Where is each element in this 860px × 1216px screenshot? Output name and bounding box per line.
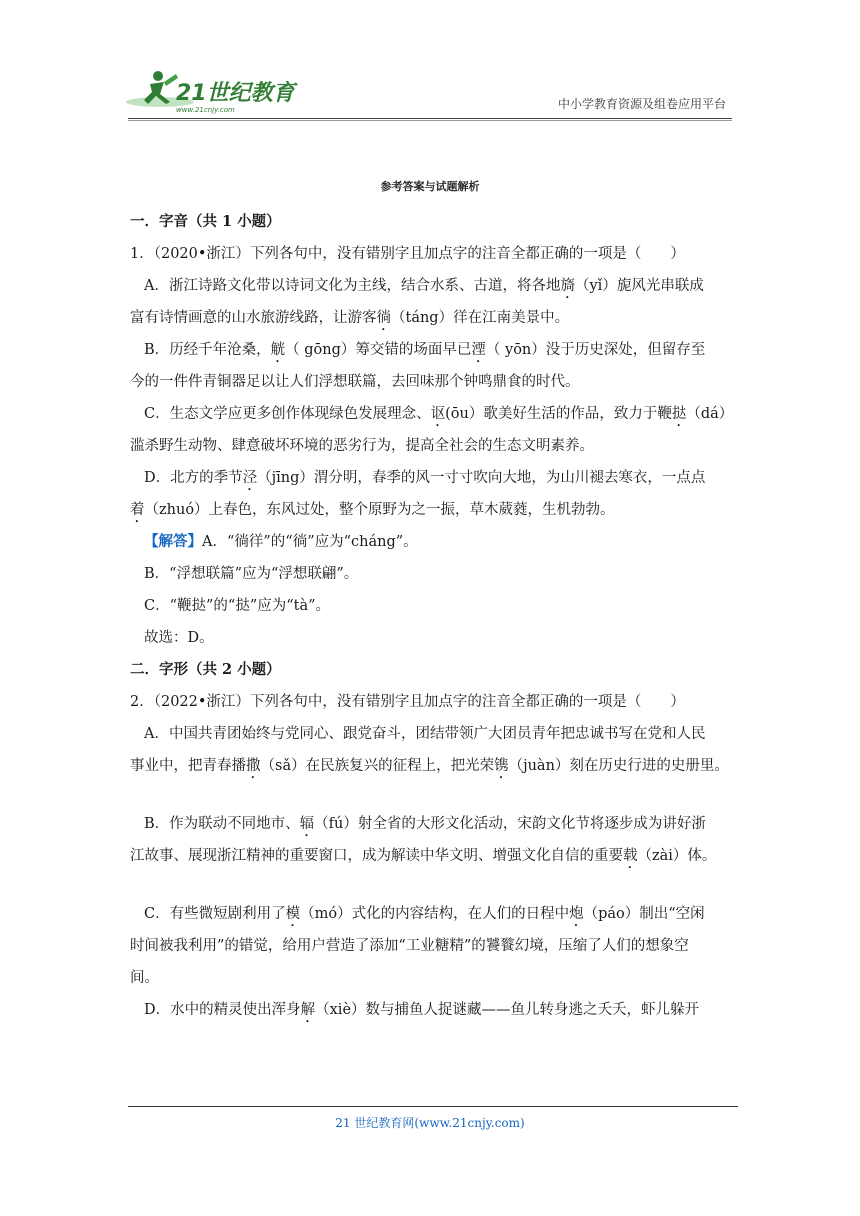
runner-logo-icon [120, 64, 300, 124]
option-b-cont: 今的一件件青铜器足以让人们浮想联篇，去回味那个钟鸣鼎食的时代。 [130, 374, 580, 390]
option-c: C．有些微短剧利用了模（mó）式化的内容结构，在人们的日程中炮（páo）制出“空闲 [144, 906, 705, 922]
question-stem: 1．（2020•浙江）下列各句中，没有错别字且加点字的注音全都正确的一项是（ ） [130, 246, 685, 262]
option-c-end: 间。 [130, 970, 159, 986]
option-c-cont: 时间被我利用”的错觉，给用户营造了添加“工业糖精”的饕餮幻境，压缩了人们的想象空 [130, 938, 689, 954]
svg-text:www.21cnjy.com: www.21cnjy.com [176, 106, 235, 114]
option-a-cont: 富有诗情画意的山水旅游线路，让游客徜（táng）徉在江南美景中。 [130, 310, 570, 326]
option-c: C．生态文学应更多创作体现绿色发展理念、讴(ōu）歌美好生活的作品，致力于鞭挞（dá） [144, 406, 734, 422]
header-divider [128, 118, 732, 119]
answer-line: 【解答】A．“徜徉”的“徜”应为“cháng”。 [144, 533, 418, 550]
footer-link[interactable]: 21 世纪教育网(www.21cnjy.com) [335, 1116, 525, 1130]
footer-divider [128, 1106, 738, 1107]
answer-choice: 故选：D。 [144, 630, 214, 646]
option-b: B．作为联动不同地市、辐（fú）射全省的大形文化活动，宋韵文化节将逐步成为讲好浙 [144, 816, 706, 832]
answer-line: C．“鞭挞”的“挞”应为“tà”。 [144, 598, 331, 614]
logo-text: 21世纪教育 [176, 81, 295, 106]
option-a: A．中国共青团始终与党同心、跟党奋斗，团结带领广大团员青年把忠诚书写在党和人民 [144, 726, 706, 742]
answer-line: B．“浮想联篇”应为“浮想联翩”。 [144, 566, 359, 582]
platform-name: 中小学教育资源及组卷应用平台 [557, 97, 726, 111]
header-divider-thin [128, 120, 732, 121]
option-d: D．北方的季节泾（jīng）渭分明，春季的风一寸寸吹向大地，为山川褪去寒衣，一点点 [144, 470, 706, 486]
answer-tag: 【解答】 [144, 533, 202, 550]
option-d-cont: 着（zhuó）上春色，东风过处，整个原野为之一振，草木葳蕤，生机勃勃。 [130, 502, 615, 518]
option-a: A．浙江诗路文化带以诗词文化为主线，结合水系、古道，将各地旖（yǐ）旎风光串联成 [144, 278, 704, 294]
question-stem: 2．（2022•浙江）下列各句中，没有错别字且加点字的注音全都正确的一项是（ ） [130, 694, 685, 710]
option-c-cont: 滥杀野生动物、肆意破坏环境的恶劣行为，提高全社会的生态文明素养。 [130, 438, 594, 454]
option-a-cont: 事业中，把青春播撒（sǎ）在民族复兴的征程上，把光荣镌（juàn）刻在历史行进的史册里。 [130, 758, 729, 774]
page-title: 参考答案与试题解析 [380, 180, 480, 193]
document-body [130, 206, 734, 1026]
option-b-cont: 江故事、展现浙江精神的重要窗口，成为解读中华文明、增强文化自信的重要载（zài）体。 [130, 848, 717, 864]
option-d: D．水中的精灵使出浑身解（xiè）数与捕鱼人捉谜藏——鱼儿转身逃之夭夭，虾儿躲开 [144, 1002, 700, 1018]
section-heading: 一．字音（共 1 小题） [130, 213, 281, 230]
site-logo[interactable] [120, 64, 300, 124]
section-heading: 二．字形（共 2 小题） [130, 661, 281, 678]
option-b: B．历经千年沧桑，觥（ gōng）筹交错的场面早已湮（ yōn）没于历史深处，但留存至 [144, 342, 706, 358]
